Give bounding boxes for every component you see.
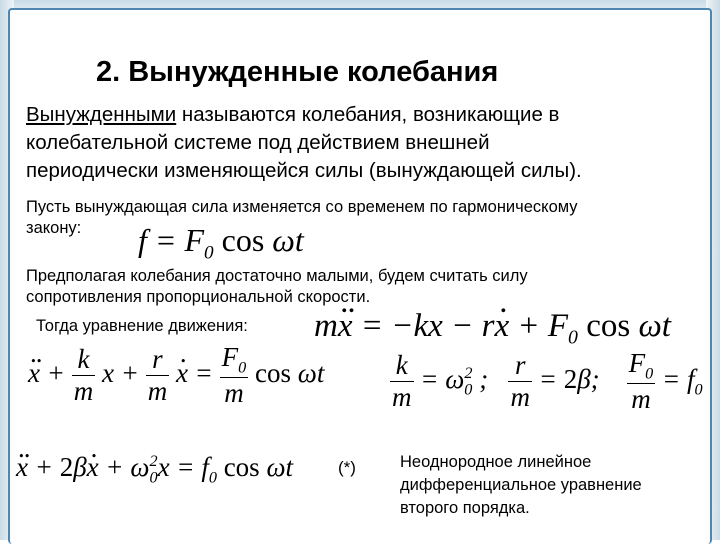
definition-line-1-rest: называются колебания, возникающие в	[176, 103, 560, 126]
conclusion-line-2: дифференциальное уравнение	[400, 476, 642, 494]
definition-line-3: периодически изменяющейся силы (вынуждающей силы).	[26, 159, 582, 182]
defined-term: Вынужденными	[26, 103, 177, 126]
harmonic-line-1: Пусть вынуждающая сила изменяется со временем по гармоническому	[26, 198, 578, 216]
conclusion-line-3: второго порядка.	[400, 499, 530, 517]
force-formula: $f = F_0$ cos ωt	[138, 222, 304, 264]
normalized-equation: .. x + $\frac{k}{m}$ x + $\frac{r}{m}$ . x = $\frac{F_0}{m}$ cos ωt	[28, 342, 324, 409]
assumption-line-1: Предполагая колебания достаточно малыми, будем считать силу	[26, 267, 528, 285]
assumption-line-2: сопротивления пропорциональной скорости.	[26, 288, 371, 306]
definition-line-2: колебательной системе под действием внешней	[26, 131, 490, 154]
notation-definitions: $\frac{k}{m}$ = $\omega_0^2$ ; $\frac{r}{m}$ = 2β; $\frac{F_0}{m}$ = $f_0$	[392, 348, 703, 415]
assumption-line-3: Тогда уравнение движения:	[36, 317, 248, 335]
conclusion-line-1: Неоднородное линейное	[400, 453, 592, 471]
definition-line-1	[26, 101, 559, 129]
harmonic-line-2: закону:	[26, 219, 82, 237]
slide-title: 2. Вынужденные колебания	[96, 56, 499, 88]
motion-equation: m.. x = −kx − r. $x + F_0$ cos ωt	[314, 308, 671, 350]
equation-label: (*)	[338, 458, 356, 477]
forced-oscillation-equation: .. x + 2β. $x + \omega_0^2x = f_0$ cos ωt	[16, 452, 293, 487]
